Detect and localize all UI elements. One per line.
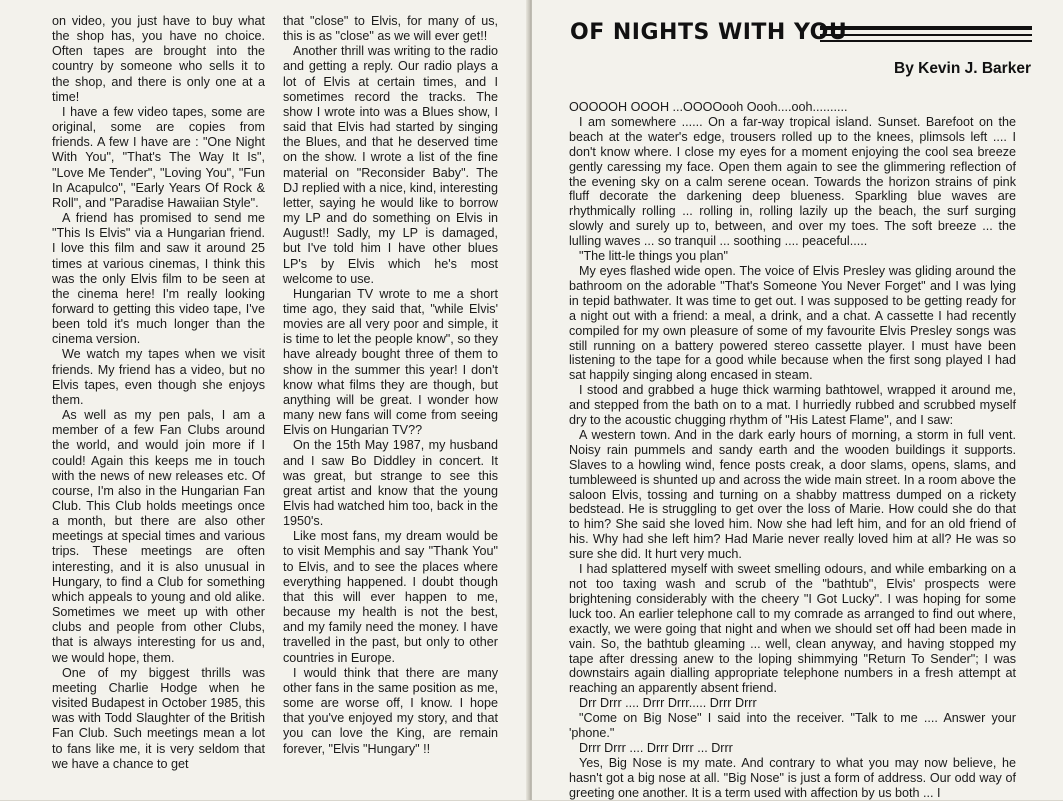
paragraph: We watch my tapes when we visit friends. My friend has a video, but no Elvis tapes, even though she enjoys them. [52,347,265,407]
paragraph: I stood and grabbed a huge thick warming bathtowel, wrapped it around me, and stepped from the bath on to a mat. I hurriedly rubbed and scrubbed myself dry to the acoustic chugging rhythm of "His Latest Flame", and I saw: [569,383,1016,428]
paragraph: OOOOOH OOOH ...OOOOooh Oooh....ooh.......... [569,100,848,114]
paragraph: "Come on Big Nose" I said into the receiver. "Talk to me .... Answer your 'phone." [569,711,1016,741]
paragraph: One of my biggest thrills was meeting Charlie Hodge when he visited Budapest in October 1985, this was with Todd Slaughter of the British Fan Club. Such meetings mean a lot to fans like me, it is very seldom that we have a chance to get [52,665,265,771]
paragraph: Yes, Big Nose is my mate. And contrary to what you may now believe, he hasn't got a big nose at all. "Big Nose" is just a form of address. Our odd way of greeting one another. It is a term used with affection by us both ... I [569,755,1016,800]
paragraph: that "close" to Elvis, for many of us, this is as "close" as we will ever get!! [283,14,498,44]
paragraph: Drr Drrr .... Drrr Drrr..... Drrr Drrr [579,696,757,711]
paragraph: A friend has promised to send me "This Is Elvis" via a Hungarian friend. I love this film and saw it around 25 times at various cinemas, I think this was the only Elvis film to be seen at the cinema here! I'm really looking forward to getting this video tape, I've been told it's much longer than the cinema version. [52,211,265,347]
paragraph: on video, you just have to buy what the shop has, you have no choice. Often tapes are brought into the country by someone who sells it to the shop, and there is only one at a time! [52,14,265,104]
paragraph: I would think that there are many other fans in the same position as me, some are worse off, I know. I hope that you've enjoyed my story, and that you can love the King, are remain forever, "Elvis "Hungary" !! [283,665,498,756]
left-column-2 [283,14,498,757]
paragraph: I had splattered myself with sweet smelling odours, and while embarking on a not too taxing wash and scrub of the "bathtub", Elvis' prospects were brightening considerably with the cheery "I Got Lucky". I was hoping for some luck too. An earlier telephone call to my comrade as arranged to find out where, exactly, we were going that night and when we should set off had been made in vain. So, the bathtub gleaming ... well, clean anyway, and having stopped my tape after dressing anew to the loping shimmying "Return To Sender"; I was downstairs again dialling appropriate telephone numbers in a fresh attempt at reaching an apparently absent friend. [569,562,1016,696]
article-byline: By Kevin J. Barker [894,60,1031,77]
paragraph: Another thrill was writing to the radio and getting a reply. Our radio plays a lot of Elvis at certain times, and I sometimes record the tracks. The show I wrote into was a Blues show, I said that Elvis had started by singing the Blues, and that he deserved time on the show. I wrote a list of the fine material on "Reconsider Baby". The DJ replied with a nice, kind, interesting letter, saying he would like to borrow my LP and do something on Elvis in August!! Sadly, my LP is damaged, but I've told him I have other blues LP's by Elvis which he's most welcome to use. [283,44,498,286]
paragraph: A western town. And in the dark early hours of morning, a storm in full vent. Noisy rain pummels and sandy earth and the wooden buildings it supports. Slaves to a howling wind, fence posts creak, a door slams, opens, slams, and tumbleweed is shunted up and across the wide main street. In a room above the saloon Elvis, tossing and turning on a shabby mattress dumped on a rickety bedstead. He is struggling to get over the loss of Marie. How could she do that to him? She said she loved him. Now she had left him, and for an old friend of his. Why had she left him? Had Marie never really loved him at all? He was so sure she did. It hurt very much. [569,427,1016,562]
paragraph: My eyes flashed wide open. The voice of Elvis Presley was gliding around the bathroom on the adorable "That's Someone You Never Forget" and I was lying in tepid bathwater. It was time to get out. I was supposed to be getting ready for a night out with a friend: a meal, a drink, and a chat. A cassette I had recently compiled for my own pleasure of some of my favourite Elvis Presley songs was still running on a battery powered stereo cassette player. I must have been listening to the tape for a good while because when the first song played I had sat happily singing along encased in steam. [569,263,1016,383]
paragraph: "The litt-le things you plan" [579,249,728,264]
paragraph: Hungarian TV wrote to me a short time ago, they said that, "while Elvis' movies are all very poor and simple, it is time to let the people know", so they have already bought three of them to show in the summer this year! I don't know what films they are though, but anything will be great. I wonder how many new fans will come from seeing Elvis on Hungarian TV?? [283,286,498,438]
article-header [570,20,1032,50]
paragraph: As well as my pen pals, I am a member of a few Fan Clubs around the world, and would join more if I could! Again this keeps me in touch with the news of new releases etc. Of course, I'm also in the Hungarian Fan Club. This Club holds meetings once a month, but there are also other meetings at special times and various trips. These meetings are often interesting, and it is also unusual in Hungary, to find a Club for something which appeals to young and old alike. Sometimes we meet up with other clubs and people from other Clubs, that is always interesting for us and, we would hope, them. [52,408,265,665]
left-column-1 [52,14,265,772]
article-title: OF NIGHTS WITH YOU [570,20,848,45]
title-rule [820,34,1032,36]
paragraph: Like most fans, my dream would be to visit Memphis and say "Thank You" to Elvis, and to see the places where everything happened. I doubt though that this will ever happen to me, because my health is not the best, and my family need the money. I have travelled in the past, but only to other countries in Europe. [283,529,498,665]
title-rule [820,26,1032,30]
paragraph: I am somewhere ...... On a far-way tropical island. Sunset. Barefoot on the beach at the water's edge, trousers rolled up to the knees, plimsols left .... I don't know where. I close my eyes for a moment enjoying the cool sea breeze gently caressing my face. Open them again to see the glimmering reflection of the evening sky on a calm serene ocean. Towards the horizon strains of pink fluff decorate the darkening deep blueness. Sparkling blue waves are rhythmically rolling ... rolling in, rolling lazily up the beach, the surf surging slowly and surely up to, between, and over my toes. The soft breeze ... the lulling waves ... so tranquil ... soothing .... peaceful..... [569,114,1016,249]
article-body [569,100,1016,801]
title-rule [820,40,1032,42]
paragraph: Drrr Drrr .... Drrr Drrr ... Drrr [579,740,733,755]
left-page [0,0,528,800]
paragraph: On the 15th May 1987, my husband and I saw Bo Diddley in concert. It was great, but strange to see this great artist and know that the young Elvis had watched him too, back in the 1950's. [283,438,498,529]
paragraph: I have a few video tapes, some are original, some are copies from friends. A few I have are : "One Night With You", "That's The Way It Is", "Love Me Tender", "Loving You", "Fun In Acapulco", "Early Years Of Rock & Roll", and "Paradise Hawaiian Style". [52,104,265,210]
